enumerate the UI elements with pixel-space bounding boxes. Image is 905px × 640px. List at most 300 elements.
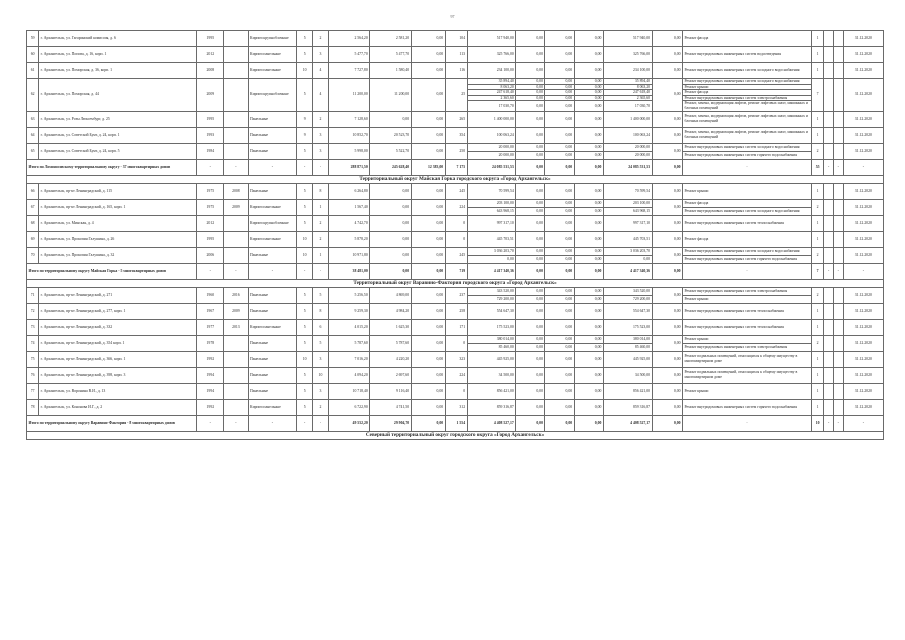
- cell-19: [824, 319, 834, 335]
- work-type: Ремонт внутридомовых инженерных систем горячего водоснабжения: [683, 255, 812, 263]
- cell-11: 1 400 000,00: [467, 111, 516, 127]
- page-number: 97: [450, 14, 455, 19]
- cell-18: 1: [812, 399, 824, 415]
- cell-12: 0,00: [516, 199, 545, 207]
- table-row: [27, 111, 884, 127]
- subtotal-cell: 0,00: [411, 415, 445, 431]
- cell-16: 0,00: [652, 47, 682, 63]
- cell-14: 0,00: [574, 47, 603, 63]
- table-row: [27, 215, 884, 231]
- cell-4: Кирпич панельные: [248, 47, 297, 63]
- cell-10: 0: [445, 335, 467, 351]
- cell-15: 100 063,24: [603, 127, 652, 143]
- cell-15: 380 014,00: [603, 335, 652, 343]
- cell-13: 0,00: [545, 199, 574, 207]
- cell-16: 0,00: [652, 287, 682, 303]
- cell-18: 1: [812, 31, 824, 47]
- cost-cell: 0,00: [545, 343, 574, 351]
- cell-19: [824, 63, 834, 79]
- cell-8: 0,00: [370, 215, 411, 231]
- cell-0: 64: [27, 127, 39, 143]
- cell-8: 0,00: [370, 247, 411, 263]
- cell-3: [224, 79, 248, 112]
- subtotal-cell: 24 085 531,53: [467, 159, 516, 175]
- cell-4: Панельные: [248, 183, 297, 199]
- cell-4: Панельные: [248, 143, 297, 159]
- cell-13: 0,00: [545, 383, 574, 399]
- cell-19: [824, 303, 834, 319]
- cell-4: Панельные: [248, 127, 297, 143]
- cell-18: 1: [812, 111, 824, 127]
- cell-5: 9: [297, 111, 313, 127]
- cell-14: 0,00: [574, 399, 603, 415]
- cell-13: 0,00: [545, 231, 574, 247]
- table-row: [27, 367, 884, 383]
- cell-21: 31.12.2020: [843, 287, 883, 303]
- cell-17: Ремонт внутридомовых инженерных систем холодного водоснабжения: [683, 63, 812, 79]
- cell-8: 9 116,40: [370, 383, 411, 399]
- cell-17: Ремонт внутридомовых инженерных систем холодного водоснабжения: [683, 79, 812, 85]
- cell-4: Кирпич панельные: [248, 63, 297, 79]
- cell-20: [833, 127, 843, 143]
- cell-15: 70 599,54: [603, 183, 652, 199]
- table-row: [27, 31, 884, 47]
- cell-17: Ремонт фасада: [683, 231, 812, 247]
- subtotal-cell: 0,00: [370, 263, 411, 279]
- table-row: [27, 351, 884, 367]
- cell-9: 0,00: [411, 303, 445, 319]
- cell-2: 1994: [197, 367, 224, 383]
- subtotal-cell: 0,00: [574, 159, 603, 175]
- cell-16: 0,00: [652, 183, 682, 199]
- cell-20: [833, 111, 843, 127]
- cell-21: 31.12.2020: [843, 335, 883, 351]
- cell-16: 0,00: [652, 231, 682, 247]
- cell-13: 0,00: [545, 287, 574, 295]
- cell-10: 224: [445, 199, 467, 215]
- cell-1: г. Архангельск, ул. Минская, д. 4: [39, 215, 197, 231]
- subtotal-cell: 0,00: [652, 159, 682, 175]
- cell-21: 31.12.2020: [843, 351, 883, 367]
- cell-2: 2012: [197, 47, 224, 63]
- cell-3: [224, 31, 248, 47]
- subtotal-cell: -: [313, 159, 329, 175]
- cell-5: 5: [297, 287, 313, 303]
- cell-15: 343 520,00: [603, 287, 652, 295]
- cell-21: 31.12.2020: [843, 183, 883, 199]
- cell-1: г. Архангельск, ул. Кононова И.Г., д. 2: [39, 399, 197, 415]
- cell-21: 31.12.2020: [843, 303, 883, 319]
- cell-3: 2016: [224, 287, 248, 303]
- cell-3: [224, 47, 248, 63]
- table-row: [27, 319, 884, 335]
- cell-17: Ремонт фасада: [683, 31, 812, 47]
- subtotal-label: Итого по территориальному округу Варавино-Фактория - 8 многоквартирных домов: [27, 415, 197, 431]
- cell-12: 0,00: [516, 303, 545, 319]
- cell-9: 0,00: [411, 287, 445, 303]
- cell-0: 70: [27, 247, 39, 263]
- cell-6: 4: [313, 79, 329, 112]
- cell-12: 0,00: [516, 63, 545, 79]
- cell-10: 113: [445, 47, 467, 63]
- subtotal-row: [27, 263, 884, 279]
- subtotal-cell: -: [683, 415, 812, 431]
- cell-2: 1995: [197, 31, 224, 47]
- cell-16: 0,00: [652, 199, 682, 215]
- cell-2: 1967: [197, 303, 224, 319]
- cell-8: 4 869,00: [370, 287, 411, 303]
- cell-6: 3: [313, 127, 329, 143]
- cell-15: 445 925,00: [603, 351, 652, 367]
- cell-1: г. Архангельск, ул. Поморская, д. 36, корп. 1: [39, 63, 197, 79]
- cell-19: [824, 143, 834, 159]
- cell-1: г. Архангельск, ул. Попова, д. 16, корп. 1: [39, 47, 197, 63]
- cell-17: Ремонт внутридомовых инженерных систем водоотведения: [683, 47, 812, 63]
- cell-19: [824, 351, 834, 367]
- cost-cell: 0,00: [574, 207, 603, 215]
- cost-cell: 0,00: [545, 207, 574, 215]
- cell-5: 5: [297, 143, 313, 159]
- subtotal-cell: -: [843, 263, 883, 279]
- cell-10: 312: [445, 399, 467, 415]
- table-body: [27, 31, 884, 440]
- subtotal-cell: -: [683, 263, 812, 279]
- cell-2: 1993: [197, 127, 224, 143]
- cell-10: 237: [445, 287, 467, 303]
- cell-16: 0,00: [652, 351, 682, 367]
- cell-11: 856 421,00: [467, 383, 516, 399]
- cell-6: 3: [313, 143, 329, 159]
- cell-10: 104: [445, 31, 467, 47]
- cell-7: 5 878,20: [328, 231, 369, 247]
- cell-7: 6 264,80: [328, 183, 369, 199]
- cell-4: Панельные: [248, 351, 297, 367]
- cell-14: 0,00: [574, 127, 603, 143]
- subtotal-cell: 4 408 527,17: [467, 415, 516, 431]
- cell-17: Ремонт внутридомовых инженерных систем холодного водоснабжения: [683, 143, 812, 151]
- cell-6: 2: [313, 231, 329, 247]
- subtotal-cell: -: [297, 263, 313, 279]
- cell-1: г. Архангельск, пр-кт Ленинградский, д. 115: [39, 183, 197, 199]
- cell-13: 0,00: [545, 143, 574, 151]
- cell-18: 1: [812, 367, 824, 383]
- cell-20: [833, 215, 843, 231]
- cell-12: 0,00: [516, 247, 545, 255]
- cell-4: Кирпич крупноблочные: [248, 215, 297, 231]
- cell-16: 0,00: [652, 79, 682, 112]
- cost-cell: 0,00: [516, 255, 545, 263]
- cell-12: 0,00: [516, 319, 545, 335]
- cell-15: 997 317,10: [603, 215, 652, 231]
- subtotal-row: [27, 159, 884, 175]
- cost-cell: 643 968,15: [467, 207, 516, 215]
- cell-16: 0,00: [652, 127, 682, 143]
- cell-6: 1: [313, 199, 329, 215]
- cell-9: 0,00: [411, 351, 445, 367]
- cell-20: [833, 335, 843, 351]
- cell-1: г. Архангельск, ул. Гагаринский комиссия, д. 6: [39, 31, 197, 47]
- cell-0: 61: [27, 63, 39, 79]
- cost-cell: 0,00: [516, 90, 545, 96]
- cell-2: 2009: [197, 79, 224, 112]
- cell-5: 5: [297, 383, 313, 399]
- cost-cell: 0,00: [545, 95, 574, 101]
- cell-8: 0,00: [370, 231, 411, 247]
- cell-1: г. Архангельск, пр-кт Ленинградский, д. 398, корп. 3: [39, 367, 197, 383]
- cell-4: Панельные: [248, 367, 297, 383]
- cell-18: 1: [812, 351, 824, 367]
- cell-17: Ремонт внутридомовых инженерных систем холодного водоснабжения: [683, 247, 812, 255]
- cell-4: Панельные: [248, 335, 297, 351]
- cell-18: 1: [812, 215, 824, 231]
- cell-11: 35 894,40: [467, 79, 516, 85]
- subtotal-cell: 7: [812, 263, 824, 279]
- subtotal-cell: 0,00: [545, 415, 574, 431]
- cell-21: 31.12.2020: [843, 79, 883, 112]
- cost-cell: 0,00: [545, 151, 574, 159]
- table-row: [27, 399, 884, 415]
- cell-14: 0,00: [574, 351, 603, 367]
- cell-14: 0,00: [574, 199, 603, 207]
- cell-7: 7 727,80: [328, 63, 369, 79]
- cell-18: 2: [812, 143, 824, 159]
- cost-cell: 0,00: [574, 84, 603, 90]
- cell-0: 71: [27, 287, 39, 303]
- cell-0: 65: [27, 143, 39, 159]
- cell-7: 6 722,90: [328, 399, 369, 415]
- cell-9: 0,00: [411, 215, 445, 231]
- cell-17: Ремонт внутридомовых инженерных систем электроснабжения: [683, 287, 812, 295]
- cell-19: [824, 231, 834, 247]
- cell-11: 100 063,24: [467, 127, 516, 143]
- cell-14: 0,00: [574, 247, 603, 255]
- cell-5: 10: [297, 231, 313, 247]
- cost-cell: 85 460,00: [467, 343, 516, 351]
- cell-6: 6: [313, 319, 329, 335]
- cell-11: 517 940,00: [467, 31, 516, 47]
- cell-20: [833, 383, 843, 399]
- cost-cell: 17 030,70: [603, 101, 652, 111]
- cell-21: 31.12.2020: [843, 127, 883, 143]
- cell-21: 31.12.2020: [843, 399, 883, 415]
- cell-15: 856 421,00: [603, 383, 652, 399]
- cost-cell: 8 063,20: [603, 84, 652, 90]
- cell-0: 76: [27, 367, 39, 383]
- cell-5: 5: [297, 303, 313, 319]
- cell-2: 2008: [197, 63, 224, 79]
- cell-16: 0,00: [652, 399, 682, 415]
- cell-18: 7: [812, 79, 824, 112]
- cost-cell: 85 460,00: [603, 343, 652, 351]
- cell-7: 4 742,70: [328, 215, 369, 231]
- cell-1: г. Архангельск, ул. Воронина В.И., д. 13: [39, 383, 197, 399]
- cell-15: 34 500,00: [603, 367, 652, 383]
- cell-11: 997 317,10: [467, 215, 516, 231]
- cell-2: 2012: [197, 215, 224, 231]
- cell-11: 203 100,00: [467, 199, 516, 207]
- cost-cell: 0,00: [545, 90, 574, 96]
- cell-6: 3: [313, 351, 329, 367]
- subtotal-cell: 0,00: [516, 415, 545, 431]
- subtotal-cell: 0,00: [545, 263, 574, 279]
- cell-18: 1: [812, 183, 824, 199]
- subtotal-cell: -: [297, 159, 313, 175]
- cost-cell: 0,00: [516, 151, 545, 159]
- cell-10: 323: [445, 351, 467, 367]
- cell-9: 0,00: [411, 111, 445, 127]
- cell-14: 0,00: [574, 367, 603, 383]
- cell-1: г. Архангельск, пр-кт Ленинградский, д. 165, корп. 1: [39, 199, 197, 215]
- subtotal-cell: 7 175: [445, 159, 467, 175]
- cell-13: 0,00: [545, 31, 574, 47]
- cell-14: 0,00: [574, 287, 603, 295]
- cell-3: [224, 335, 248, 351]
- cell-5: 5: [297, 367, 313, 383]
- subtotal-cell: 0,00: [516, 263, 545, 279]
- cell-6: 5: [313, 287, 329, 303]
- cell-17: Ремонт внутридомовых инженерных систем теплоснабжения: [683, 303, 812, 319]
- cell-11: 445 925,00: [467, 351, 516, 367]
- cell-0: 73: [27, 319, 39, 335]
- cell-3: [224, 383, 248, 399]
- cell-20: [833, 199, 843, 215]
- subtotal-cell: 4 417 340,36: [467, 263, 516, 279]
- cost-cell: 2 365,60: [603, 95, 652, 101]
- table-row: [27, 79, 884, 85]
- cell-20: [833, 303, 843, 319]
- cost-cell: 0,00: [574, 151, 603, 159]
- cell-19: [824, 335, 834, 351]
- cell-9: 0,00: [411, 63, 445, 79]
- cell-18: 1: [812, 127, 824, 143]
- cell-1: г. Архангельск, пр-кт Ленинградский, д. 277, корп. 1: [39, 303, 197, 319]
- cell-7: 5 256,50: [328, 287, 369, 303]
- cell-15: 554 647,30: [603, 303, 652, 319]
- cell-8: 0,00: [370, 199, 411, 215]
- cell-10: 354: [445, 127, 467, 143]
- table-row: [27, 231, 884, 247]
- cost-cell: 0,00: [516, 343, 545, 351]
- cell-11: 859 316,87: [467, 399, 516, 415]
- subtotal-cell: 12 383,00: [411, 159, 445, 175]
- cell-6: 8: [313, 183, 329, 199]
- cell-8: 4 741,50: [370, 399, 411, 415]
- cell-6: 2: [313, 399, 329, 415]
- cell-0: 59: [27, 31, 39, 47]
- work-type: Ремонт, замена, модернизация лифтов, ремонт лифтовых шахт, машинных и блочных помещений: [683, 101, 812, 111]
- subtotal-cell: 29 904,70: [370, 415, 411, 431]
- cell-0: 74: [27, 335, 39, 351]
- cost-cell: 729 200,00: [603, 295, 652, 303]
- cell-20: [833, 31, 843, 47]
- cell-3: 2008: [224, 183, 248, 199]
- cell-19: [824, 31, 834, 47]
- cell-18: 2: [812, 247, 824, 263]
- subtotal-cell: 0,00: [574, 263, 603, 279]
- cell-7: 10 718,40: [328, 383, 369, 399]
- cell-18: 1: [812, 47, 824, 63]
- cell-19: [824, 183, 834, 199]
- cell-5: 10: [297, 63, 313, 79]
- table-row: [27, 183, 884, 199]
- section-header-row: [27, 175, 884, 183]
- work-type: Ремонт внутридомовых инженерных систем электроснабжения: [683, 343, 812, 351]
- work-type: Ремонт внутридомовых инженерных систем электроснабжения: [683, 95, 812, 101]
- subtotal-cell: 49 552,20: [328, 415, 369, 431]
- subtotal-cell: 0,00: [411, 263, 445, 279]
- cell-14: 0,00: [574, 79, 603, 85]
- cell-20: [833, 351, 843, 367]
- cell-1: г. Архангельск, ул. Прокопия Галушина, д. 26: [39, 231, 197, 247]
- cell-18: 2: [812, 287, 824, 303]
- table-row: [27, 47, 884, 63]
- cell-15: 20 000,00: [603, 143, 652, 151]
- cell-9: 0,00: [411, 79, 445, 112]
- subtotal-cell: -: [248, 263, 297, 279]
- cell-1: г. Архангельск, пр-кт Ленинградский, д. 271: [39, 287, 197, 303]
- cell-21: 31.12.2020: [843, 231, 883, 247]
- cell-7: 5 477,70: [328, 47, 369, 63]
- cell-7: 5 787,60: [328, 335, 369, 351]
- cell-3: [224, 143, 248, 159]
- cell-21: 31.12.2020: [843, 367, 883, 383]
- subtotal-cell: 0,00: [545, 159, 574, 175]
- subtotal-cell: -: [843, 415, 883, 431]
- cell-9: 0,00: [411, 335, 445, 351]
- cell-10: 0: [445, 215, 467, 231]
- cell-21: 31.12.2020: [843, 247, 883, 263]
- cell-19: [824, 127, 834, 143]
- subtotal-cell: 719: [445, 263, 467, 279]
- subtotal-label: Итого по Ломоносовскому территориальному округу - 37 многоквартирных домов: [27, 159, 197, 175]
- cell-20: [833, 79, 843, 112]
- cell-0: 67: [27, 199, 39, 215]
- subtotal-cell: -: [297, 415, 313, 431]
- table-row: [27, 63, 884, 79]
- cell-8: 11 200,00: [370, 79, 411, 112]
- cell-10: 171: [445, 319, 467, 335]
- cell-5: 5: [297, 199, 313, 215]
- cell-8: 5 477,70: [370, 47, 411, 63]
- cost-cell: 0,00: [467, 255, 516, 263]
- cell-20: [833, 143, 843, 159]
- cell-17: Ремонт крыши: [683, 183, 812, 199]
- subtotal-cell: -: [833, 263, 843, 279]
- cell-8: 1 625,30: [370, 319, 411, 335]
- cost-cell: 0,00: [545, 295, 574, 303]
- cell-16: 0,00: [652, 143, 682, 159]
- subtotal-cell: -: [313, 415, 329, 431]
- cell-21: 31.12.2020: [843, 31, 883, 47]
- cell-5: 5: [297, 31, 313, 47]
- cell-10: 0: [445, 383, 467, 399]
- cell-2: 1994: [197, 383, 224, 399]
- cell-21: 31.12.2020: [843, 111, 883, 127]
- cell-6: 8: [313, 303, 329, 319]
- cell-1: г. Архангельск, ул. Советской Бунт, д. 24, корп. 5: [39, 143, 197, 159]
- cell-7: 7 016,20: [328, 351, 369, 367]
- subtotal-cell: -: [224, 415, 248, 431]
- cell-17: Ремонт внутридомовых инженерных систем теплоснабжения: [683, 215, 812, 231]
- cell-15: 325 766,00: [603, 47, 652, 63]
- cell-6: 2: [313, 31, 329, 47]
- cell-20: [833, 63, 843, 79]
- cell-12: 0,00: [516, 351, 545, 367]
- cell-14: 0,00: [574, 383, 603, 399]
- cell-14: 0,00: [574, 319, 603, 335]
- subtotal-cell: 10: [812, 415, 824, 431]
- cell-16: 0,00: [652, 319, 682, 335]
